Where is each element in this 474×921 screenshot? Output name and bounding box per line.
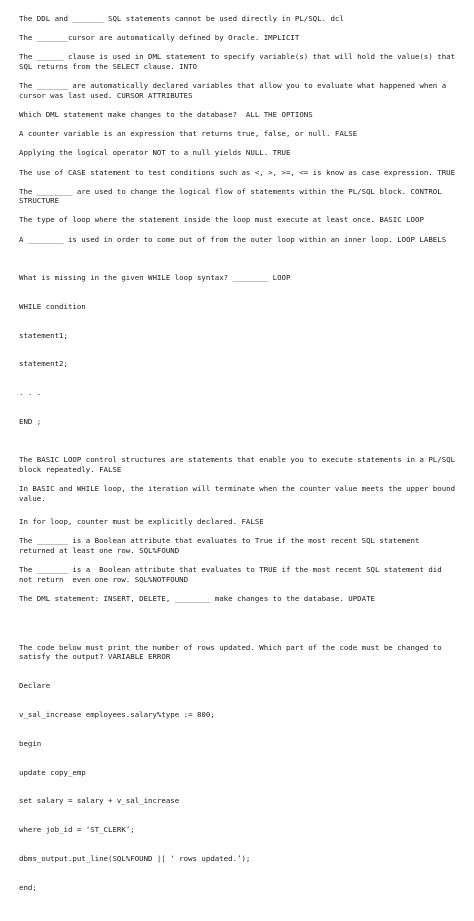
question-1: The DDL and _______ SQL statements cannot be used directly in PL/SQL. dcl <box>19 14 344 23</box>
while-question-text: What is missing in the given WHILE loop syntax? ________ LOOP <box>19 273 291 283</box>
final-question-text: The code below must print the number of rows updated. Which part of the code must be changed to satisfy the output? VARIABLE ERROR <box>19 642 447 662</box>
while-code-line: END ; <box>19 416 42 426</box>
final-code-question <box>19 624 459 912</box>
while-code-line: statement2; <box>19 359 68 369</box>
question-17: The DML statement: INSERT, DELETE, ________ make changes to the database. UPDATE <box>19 594 375 604</box>
question-6: A counter variable is an expression that returns true, false, or null. FALSE <box>19 129 358 139</box>
question-2: The _______cursor are automatically defined by Oracle. IMPLICIT <box>19 33 300 43</box>
question-13: In BASIC and WHILE loop, the iteration will terminate when the counter value meets the upper bound value. <box>19 484 460 503</box>
final-code-line: begin <box>19 738 42 748</box>
question-14: In for loop, counter must be explicitly declared. FALSE <box>19 517 264 527</box>
while-code-line: WHILE condition <box>19 301 86 311</box>
final-code-line: where job_id = ‘ST_CLERK’; <box>19 825 135 835</box>
final-code-line: Declare <box>19 681 51 691</box>
question-7: Applying the logical operator NOT to a null yields NULL. TRUE <box>19 148 291 158</box>
question-12: The BASIC LOOP control structures are statements that enable you to execute statements in a PL/SQL block repeatedly. FALSE <box>19 455 460 474</box>
final-code-line: set salary = salary + v_sal_increase <box>19 796 180 806</box>
question-10: The type of loop where the statement inside the loop must execute at least once. BASIC LOOP <box>19 215 424 225</box>
question-9: The ________ are used to change the logical flow of statements within the PL/SQL block. CONTROL STRUCTURE <box>19 186 447 206</box>
while-loop-question <box>19 254 459 446</box>
while-code-line: . . . <box>19 388 42 398</box>
document-page <box>19 14 459 921</box>
question-3: The ______ clause is used in DML statement to specify variable(s) that will hold the value(s) that SQL returns from the SELECT clause. INTO <box>19 52 460 71</box>
question-8: The use of CASE statement to test conditions such as <, >, >=, <= is know as case expression. TRUE <box>19 167 456 177</box>
question-4: The _______ are automatically declared variables that allow you to evaluate what happened when a cursor was last used. CURSOR ATTRIBUTES <box>19 81 451 100</box>
final-code-line: end; <box>19 882 37 892</box>
question-5: Which DML statement make changes to the database? ALL THE OPTIONS <box>19 109 313 119</box>
final-code-line: dbms_output.put_line(SQL%FOUND || ‘ rows updated.’); <box>19 853 251 863</box>
question-11: A ________ is used in order to come out of from the outer loop within an inner loop. LOOP LABELS <box>19 234 447 244</box>
final-code-line: v_sal_increase employees.salary%type := 800; <box>19 709 215 719</box>
question-15: The _______ is a Boolean attribute that evaluates to True if the most recent SQL statement returned at least one row. SQL%FOUND <box>19 536 424 556</box>
question-16: The _______ is a Boolean attribute that evaluates to TRUE if the most recent SQL statement did not return even one row. SQL%NOTFOUND <box>19 565 447 584</box>
final-code-line: update copy_emp <box>19 767 86 777</box>
while-code-line: statement1; <box>19 330 68 340</box>
